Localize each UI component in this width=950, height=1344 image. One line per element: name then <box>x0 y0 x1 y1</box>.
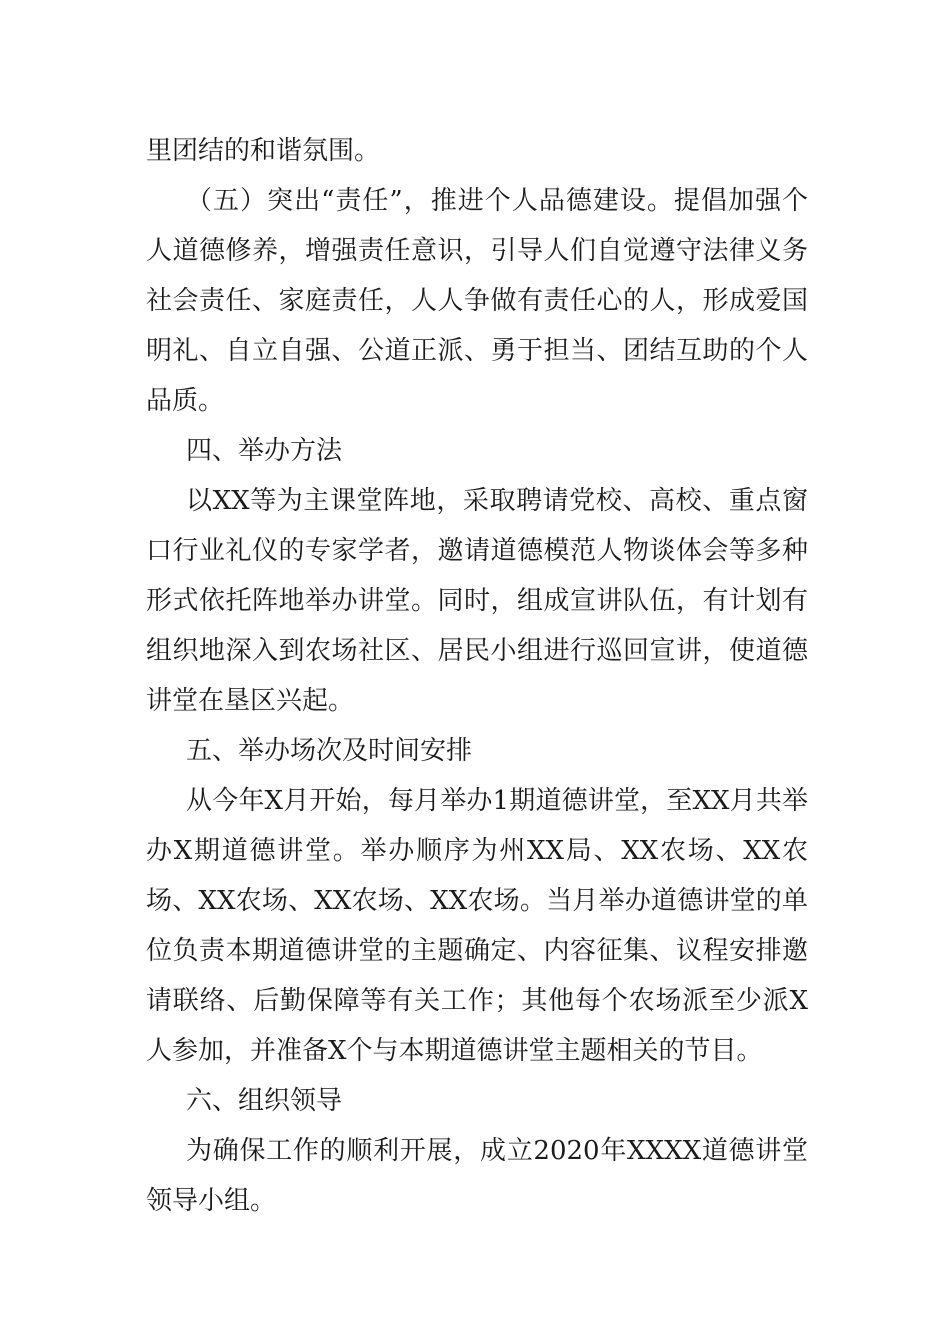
paragraph-methods: 以XX等为主课堂阵地，采取聘请党校、高校、重点窗口行业礼仪的专家学者，邀请道德模范人物谈体会等多种形式依托阵地举办讲堂。同时，组成宣讲队伍，有计划有组织地深入到农场社区、居民小组进行巡回宣讲，使道德讲堂在垦区兴起。 <box>146 486 808 716</box>
section-heading-leadership: 六、组织领导 <box>186 1086 343 1116</box>
paragraph-continuation: 里团结的和谐氛围。 <box>146 136 381 166</box>
document-body <box>146 126 808 1226</box>
section-heading-schedule: 五、举办场次及时间安排 <box>186 736 473 766</box>
section-heading-methods: 四、举办方法 <box>186 436 343 466</box>
paragraph-personal-morality: （五）突出“责任”，推进个人品德建设。提倡加强个人道德修养，增强责任意识，引导人们自觉遵守法律义务社会责任、家庭责任，人人争做有责任心的人，形成爱国明礼、自立自强、公道正派、勇于担当、团结互助的个人品质。 <box>146 186 808 416</box>
paragraph-schedule: 从今年X月开始，每月举办1期道德讲堂，至XX月共举办X期道德讲堂。举办顺序为州XX局、XX农场、XX农场、XX农场、XX农场、XX农场。当月举办道德讲堂的单位负责本期道德讲堂的主题确定、内容征集、议程安排邀请联络、后勤保障等有关工作；其他每个农场派至少派X人参加，并准备X个与本期道德讲堂主题相关的节目。 <box>146 786 808 1066</box>
paragraph-leadership: 为确保工作的顺利开展，成立2020年XXXX道德讲堂领导小组。 <box>146 1136 808 1216</box>
